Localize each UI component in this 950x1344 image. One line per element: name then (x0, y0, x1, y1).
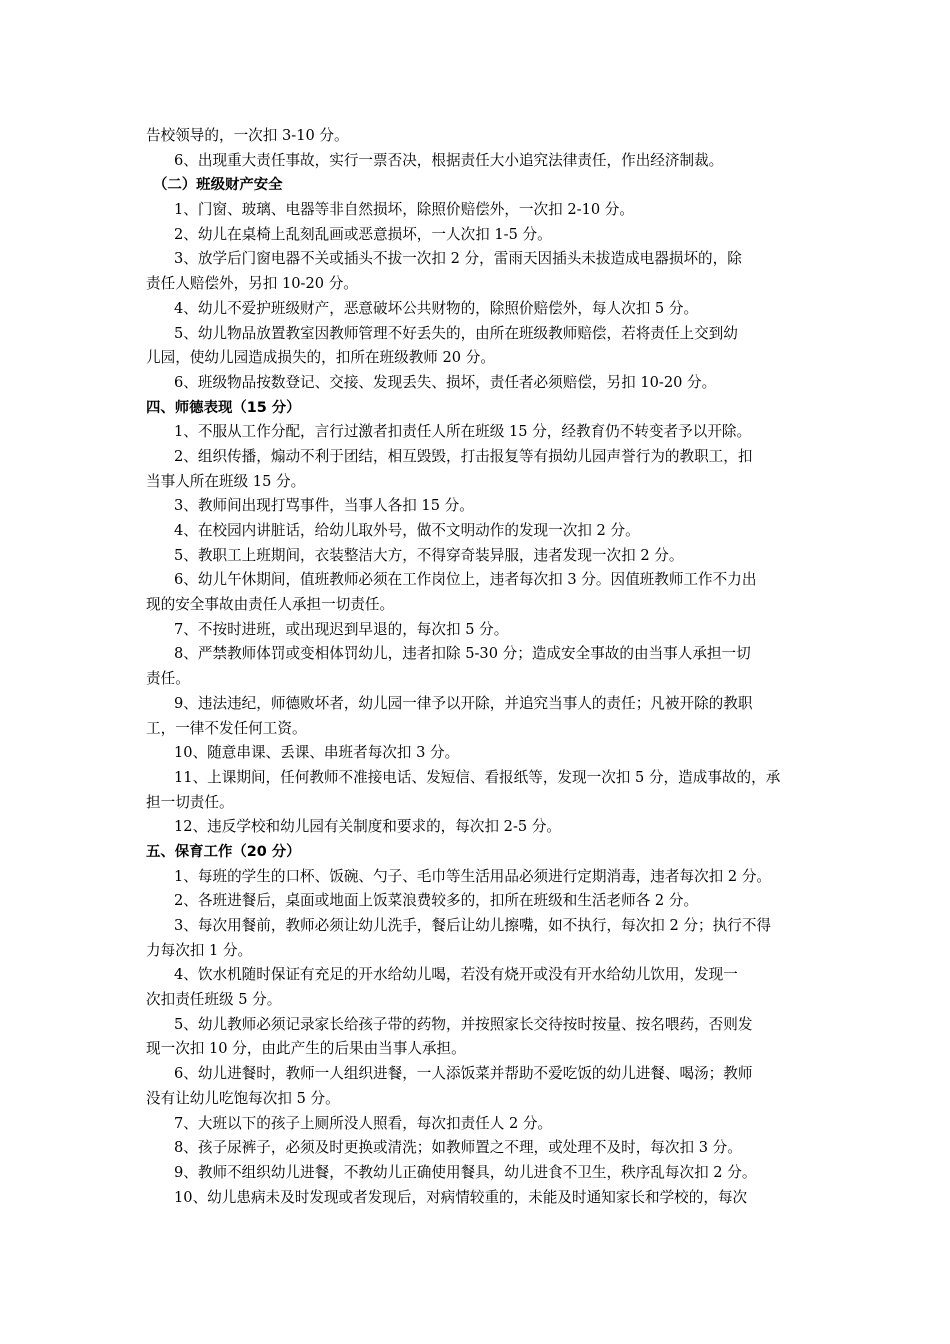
paragraph-continuation-line: 责任。 (146, 670, 190, 688)
paragraph-continuation-line: 当事人所在班级 15 分。 (146, 472, 306, 490)
section-heading: 四、师德表现（15 分） (146, 399, 301, 416)
paragraph-line: 1、每班的学生的口杯、饭碗、勺子、毛巾等生活用品必须进行定期消毒，违者每次扣 2 分。 (174, 867, 772, 885)
paragraph-line: 7、不按时进班，或出现迟到早退的，每次扣 5 分。 (174, 620, 509, 638)
paragraph-line: 11、上课期间，任何教师不准接电话、发短信、看报纸等，发现一次扣 5 分，造成事故的，承 (174, 768, 781, 786)
section-subheading: （二）班级财产安全 (153, 177, 283, 194)
paragraph-line: 6、幼儿午休期间，值班教师必须在工作岗位上，违者每次扣 3 分。因值班教师工作不力出 (174, 571, 757, 589)
paragraph-line: 4、幼儿不爱护班级财产，恶意破坏公共财物的，除照价赔偿外，每人次扣 5 分。 (174, 299, 699, 317)
paragraph-continuation-line: 力每次扣 1 分。 (146, 941, 253, 959)
paragraph-line: 6、班级物品按数登记、交接、发现丢失、损坏，责任者必须赔偿，另扣 10-20 分。 (174, 373, 717, 391)
paragraph-continuation-line: 现一次扣 10 分，由此产生的后果由当事人承担。 (146, 1040, 466, 1058)
paragraph-continuation-line: 担一切责任。 (146, 793, 234, 811)
paragraph-line: 5、幼儿教师必须记录家长给孩子带的药物，并按照家长交待按时按量、按名喂药，否则发 (174, 1015, 753, 1033)
paragraph-line: 3、每次用餐前，教师必须让幼儿洗手，餐后让幼儿擦嘴，如不执行，每次扣 2 分；执行不得 (174, 917, 772, 934)
paragraph-line: 9、违法违纪，师德败坏者，幼儿园一律予以开除，并追究当事人的责任；凡被开除的教职 (174, 694, 753, 712)
paragraph-line: 12、违反学校和幼儿园有关制度和要求的，每次扣 2-5 分。 (174, 818, 562, 836)
paragraph-continuation-line: 责任人赔偿外，另扣 10-20 分。 (146, 275, 358, 293)
paragraph-continuation-line: 现的安全事故由责任人承担一切责任。 (146, 596, 395, 614)
paragraph-line: 3、放学后门窗电器不关或插头不拔一次扣 2 分，雷雨天因插头未拔造成电器损坏的，除 (174, 250, 742, 268)
paragraph-line: 4、在校园内讲脏话，给幼儿取外号，做不文明动作的发现一次扣 2 分。 (174, 522, 640, 539)
paragraph-line: 6、幼儿进餐时，教师一人组织进餐，一人添饭菜并帮助不爱吃饭的幼儿进餐、喝汤；教师 (174, 1065, 753, 1083)
paragraph-continuation-line: 儿园，使幼儿园造成损失的，扣所在班级教师 20 分。 (146, 349, 495, 367)
paragraph-continuation-line: 工，一律不发任何工资。 (146, 719, 307, 737)
paragraph-line: 8、严禁教师体罚或变相体罚幼儿，违者扣除 5-30 分；造成安全事故的由当事人承担一切 (174, 645, 751, 663)
paragraph-line: 2、组织传播，煽动不利于团结，相互毁毁，打击报复等有损幼儿园声誉行为的教职工，扣 (174, 447, 753, 465)
paragraph-line: 6、出现重大责任事故，实行一票否决，根据责任大小追究法律责任，作出经济制裁。 (174, 151, 724, 169)
paragraph-continuation-line: 告校领导的，一次扣 3-10 分。 (146, 127, 349, 144)
paragraph-line: 4、饮水机随时保证有充足的开水给幼儿喝，若没有烧开或没有开水给幼儿饮用，发现一 (174, 966, 738, 984)
paragraph-line: 5、教职工上班期间，衣装整洁大方，不得穿奇装异服，违者发现一次扣 2 分。 (174, 546, 684, 564)
paragraph-continuation-line: 次扣责任班级 5 分。 (146, 991, 282, 1009)
paragraph-line: 10、随意串课、丢课、串班者每次扣 3 分。 (174, 744, 460, 762)
paragraph-line: 7、大班以下的孩子上厕所没人照看，每次扣责任人 2 分。 (174, 1114, 553, 1132)
document-body (146, 124, 808, 1210)
paragraph-line: 9、教师不组织幼儿进餐，不教幼儿正确使用餐具，幼儿进食不卫生，秩序乱每次扣 2 分。 (174, 1163, 757, 1181)
paragraph-line: 1、不服从工作分配，言行过激者扣责任人所在班级 15 分，经教育仍不转变者予以开除。 (174, 423, 752, 441)
paragraph-line: 2、幼儿在桌椅上乱刻乱画或恶意损坏，一人次扣 1-5 分。 (174, 225, 552, 243)
paragraph-line: 3、教师间出现打骂事件，当事人各扣 15 分。 (174, 497, 474, 515)
paragraph-line: 2、各班进餐后，桌面或地面上饭菜浪费较多的，扣所在班级和生活老师各 2 分。 (174, 892, 699, 910)
paragraph-continuation-line: 没有让幼儿吃饱每次扣 5 分。 (146, 1089, 340, 1107)
paragraph-line: 8、孩子尿裤子，必须及时更换或清洗；如教师置之不理，或处理不及时，每次扣 3 分。 (174, 1139, 742, 1157)
paragraph-line: 5、幼儿物品放置教室因教师管理不好丢失的，由所在班级教师赔偿，若将责任上交到幼 (174, 324, 738, 342)
paragraph-line: 10、幼儿患病未及时发现或者发现后，对病情较重的，未能及时通知家长和学校的，每次 (174, 1188, 748, 1206)
section-heading: 五、保育工作（20 分） (146, 843, 301, 860)
paragraph-line: 1、门窗、玻璃、电器等非自然损坏，除照价赔偿外，一次扣 2-10 分。 (174, 201, 634, 219)
